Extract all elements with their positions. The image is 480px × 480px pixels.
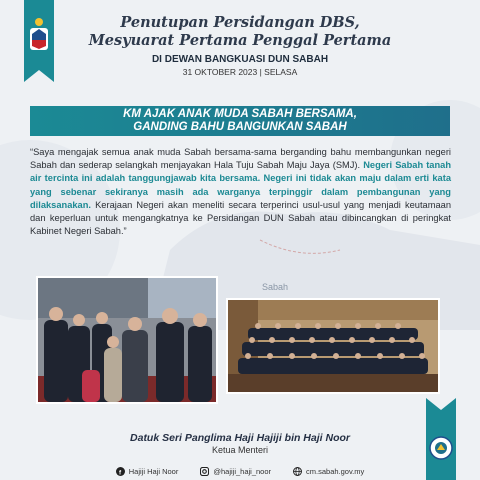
signer-title: Ketua Menteri [211, 445, 269, 455]
headline-line-1: KM AJAK ANAK MUDA SABAH BERSAMA, [123, 108, 357, 120]
event-header [0, 14, 480, 77]
facebook-link[interactable] [116, 464, 179, 478]
event-photo-group [226, 298, 440, 394]
headline-line-2: GANDING BAHU BANGUNKAN SABAH [133, 121, 347, 133]
event-date: 31 OKTOBER 2023 | SELASA [182, 67, 298, 77]
quote-part-2: Kerajaan Negeri akan meneliti secara terperinci usul-usul yang menjadi keutamaan dan keperluan untuk mengangkatnya ke Persidangan DUN Sabah atau dibincangkan di peringkat Kabinet Negeri Sabah.” [30, 199, 451, 237]
quote-text [30, 146, 451, 238]
instagram-handle: @hajiji_haji_noor [213, 466, 272, 476]
quote-highlight: Negeri Sabah tanah air tercinta ini adalah tanggungjawab kita bersama. Negeri ini tidak akan maju dalam erti kata yang sebenar sekiranya masih ada warganya terpinggir dalam pembangunan yang dilaksanakan. [30, 160, 452, 210]
facebook-handle: Hajiji Haji Noor [128, 466, 179, 476]
headline-banner [30, 106, 450, 136]
cm-office-seal-icon [430, 437, 452, 459]
website-url: cm.sabah.gov.my [306, 466, 365, 476]
bottom-ribbon [426, 398, 456, 480]
instagram-link[interactable] [200, 464, 271, 478]
top-ribbon [24, 0, 54, 82]
instagram-icon [200, 467, 209, 476]
map-label: Sabah [262, 282, 289, 292]
signer-name: Datuk Seri Panglima Haji Hajiji bin Haji Noor [130, 432, 350, 444]
event-photo-handshake [36, 276, 218, 404]
svg-text:f: f [118, 468, 121, 476]
event-title-line-1: Penutupan Persidangan DBS, [120, 14, 360, 31]
event-title-line-2: Mesyuarat Pertama Penggal Pertama [88, 32, 392, 49]
website-link[interactable] [293, 464, 364, 478]
social-footer [0, 464, 480, 478]
event-venue: DI DEWAN BANGKUASI DUN SABAH [151, 54, 329, 65]
facebook-icon [116, 467, 125, 476]
signature-block [0, 432, 480, 455]
quote-part-1: “Saya mengajak semua anak muda Sabah bersama-sama berganding bahu membangunkan negeri Sabah dan sederap selangkah menjayakan Hala Tuju Sabah Maju Jaya (SMJ). [30, 147, 451, 171]
globe-icon [293, 467, 302, 476]
